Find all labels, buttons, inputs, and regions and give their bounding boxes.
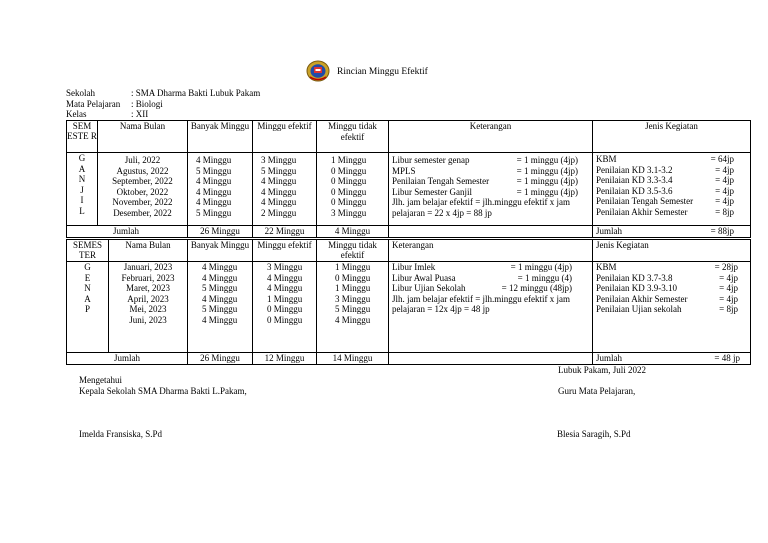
bulan-cell <box>109 262 188 353</box>
keterangan-text: Libur Imlek <box>392 262 436 272</box>
tidak-item: 0 Minggu <box>335 272 371 283</box>
semester-letter: G <box>78 153 86 163</box>
info-value: : Biologi <box>131 98 163 109</box>
semester-label <box>67 262 109 353</box>
kegiatan-text: Penilaian KD 3.9-3.10 <box>596 283 677 293</box>
kegiatan-value: = 8jp <box>715 206 734 217</box>
page-title: Rincian Minggu Efektif <box>337 67 428 77</box>
tidak-item: 1 Minggu <box>331 155 367 165</box>
keterangan-value: = 1 minggu (4jp) <box>516 176 578 186</box>
efektif-item: 3 Minggu <box>261 155 297 165</box>
keterangan-note: Jlh. jam belajar efektif = jlh.minggu efektif x jam pelajaran = 22 x 4jp = 88 jp <box>392 197 571 218</box>
kegiatan-text: Penilaian Akhir Semester <box>596 206 688 217</box>
keterangan-item <box>392 262 572 273</box>
kegiatan-value: = 28jp <box>714 262 738 272</box>
kegiatan-text: KBM <box>596 154 617 164</box>
bulan-item: Oktober, 2022 <box>116 186 169 197</box>
keterangan-value: = 1 minggu (4jp) <box>516 186 578 197</box>
keterangan-text: Penilaian Tengah Semester <box>392 176 490 186</box>
header-semester: SEMES TER <box>67 240 109 262</box>
kegiatan-item <box>596 186 734 197</box>
jumlah-jenis <box>593 226 751 238</box>
efektif-item: 2 Minggu <box>261 207 297 218</box>
keterangan-text: Libur Semester Ganjil <box>392 186 472 197</box>
kegiatan-text: Penilaian KD 3.5-3.6 <box>596 185 673 196</box>
efektif-item: 5 Minggu <box>261 165 297 176</box>
banyak-item: 5 Minggu <box>202 304 238 314</box>
tidak-item: 0 Minggu <box>331 165 367 176</box>
bulan-item: Februari, 2023 <box>121 272 175 283</box>
efektif-cell <box>253 262 317 353</box>
efektif-item: 4 Minggu <box>261 186 297 197</box>
efektif-item: 0 Minggu <box>267 314 303 325</box>
header-banyak-minggu: Banyak Minggu <box>188 121 253 153</box>
kegiatan-item <box>596 283 738 294</box>
jumlah-efektif: 22 Minggu <box>253 226 317 238</box>
kegiatan-item <box>596 165 734 176</box>
kegiatan-text: Penilaian KD 3.3-3.4 <box>596 175 673 185</box>
banyak-item: 5 Minggu <box>196 165 232 176</box>
efektif-item: 0 Minggu <box>267 304 303 314</box>
keterangan-value: = 1 minggu (4) <box>517 272 572 283</box>
bulan-item: April, 2023 <box>127 293 169 304</box>
jumlah-label: Jumlah <box>67 226 188 238</box>
semester-letter: N <box>78 174 86 184</box>
bulan-cell <box>98 153 188 226</box>
kegiatan-text: Penilaian Ujian sekolah <box>596 304 682 314</box>
document-info <box>66 88 260 120</box>
jumlah-row <box>67 226 751 238</box>
keterangan-value: = 12 minggu (48jp) <box>501 283 572 293</box>
bulan-item: Maret, 2023 <box>126 283 170 293</box>
semester-letter: I <box>80 195 84 205</box>
kegiatan-value: = 4jp <box>715 175 734 185</box>
header-semester: SEM ESTE R <box>67 121 98 153</box>
jumlah-banyak: 26 Minggu <box>188 226 253 238</box>
jumlah-label: Jumlah <box>67 353 188 365</box>
banyak-item: 4 Minggu <box>196 176 232 186</box>
kegiatan-item <box>596 304 738 315</box>
jumlah-tidak-efektif: 4 Minggu <box>317 226 389 238</box>
tidak-efektif-cell <box>317 262 389 353</box>
semester-letter: L <box>79 205 85 216</box>
jumlah-jenis <box>593 353 751 365</box>
semester-letter: A <box>78 163 86 174</box>
semester-letter: A <box>84 293 91 304</box>
kegiatan-value: = 4jp <box>719 293 738 304</box>
semester-letter: E <box>84 272 91 283</box>
tidak-item: 1 Minggu <box>335 283 371 293</box>
banyak-item: 4 Minggu <box>196 155 232 165</box>
tidak-item: 4 Minggu <box>335 314 371 325</box>
keterangan-item <box>392 176 578 187</box>
keterangan-cell <box>389 262 593 353</box>
tidak-item: 1 Minggu <box>335 262 371 272</box>
efektif-item: 1 Minggu <box>267 293 303 304</box>
efektif-cell <box>253 153 317 226</box>
kegiatan-text: Penilaian KD 3.7-3.8 <box>596 272 673 283</box>
kegiatan-value: = 8jp <box>719 304 738 314</box>
banyak-item: 4 Minggu <box>196 197 232 207</box>
kepala-sekolah-label: Kepala Sekolah SMA Dharma Bakti L.Pakam, <box>79 386 247 396</box>
keterangan-note: Jlh. jam belajar efektif = jlh.minggu efektif x jam pelajaran = 12x 4jp = 48 jp <box>392 293 571 314</box>
banyak-item: 4 Minggu <box>202 272 238 283</box>
banyak-item: 5 Minggu <box>196 207 232 218</box>
kegiatan-text: Penilaian KD 3.1-3.2 <box>596 164 673 175</box>
keterangan-text: Libur Ujian Sekolah <box>392 283 466 293</box>
semester-genap-table <box>66 239 751 365</box>
table-row <box>67 153 751 226</box>
bulan-item: Mei, 2023 <box>129 304 167 314</box>
jumlah-row <box>67 353 751 365</box>
header-jenis-kegiatan: Jenis Kegiatan <box>593 121 751 153</box>
keterangan-text: MPLS <box>392 165 416 176</box>
table-header-row <box>67 240 751 262</box>
keterangan-item <box>392 187 578 198</box>
header-nama-bulan: Nama Bulan <box>109 240 188 262</box>
bulan-item: Januari, 2023 <box>123 262 173 272</box>
tidak-item: 3 Minggu <box>335 293 371 304</box>
kegiatan-item <box>596 273 738 284</box>
header-nama-bulan: Nama Bulan <box>98 121 188 153</box>
keterangan-item <box>392 273 572 284</box>
keterangan-value: = 1 minggu (4jp) <box>516 155 578 165</box>
semester-letter: P <box>84 304 90 314</box>
bulan-item: Agustus, 2022 <box>116 165 169 176</box>
header-minggu-tidak-efektif: Minggu tidak efektif <box>317 240 389 262</box>
keterangan-text: Libur semester genap <box>392 155 470 165</box>
info-value: : XII <box>131 109 149 119</box>
kegiatan-item <box>596 207 734 218</box>
kegiatan-value: = 4jp <box>715 185 734 196</box>
jumlah-banyak: 26 Minggu <box>188 353 253 365</box>
keterangan-value: = 1 minggu (4jp) <box>510 262 572 272</box>
jumlah-jenis-label: Jumlah <box>596 353 622 363</box>
mengetahui-label: Mengetahui <box>79 375 122 385</box>
kegiatan-value: = 4jp <box>715 164 734 175</box>
place-date: Lubuk Pakam, Juli 2022 <box>558 365 646 375</box>
tidak-item: 5 Minggu <box>335 304 371 314</box>
keterangan-item <box>392 283 572 294</box>
keterangan-item <box>392 155 578 166</box>
info-label: Mata Pelajaran <box>66 98 121 109</box>
kegiatan-item <box>596 294 738 305</box>
jumlah-keterangan <box>389 226 593 238</box>
efektif-item: 4 Minggu <box>261 197 297 207</box>
jumlah-jenis-value: = 88jp <box>710 226 734 236</box>
info-label: Kelas <box>66 109 87 119</box>
table-row <box>67 262 751 353</box>
kegiatan-value: = 4jp <box>715 196 734 206</box>
header-minggu-tidak-efektif: Minggu tidak efektif <box>317 121 389 153</box>
semester-letter: G <box>84 262 91 272</box>
guru-label: Guru Mata Pelajaran, <box>558 386 636 396</box>
banyak-item: 5 Minggu <box>202 283 238 293</box>
banyak-item: 4 Minggu <box>196 186 232 197</box>
header-jenis-kegiatan: Jenis Kegiatan <box>593 240 751 262</box>
kepala-sekolah-name: Imelda Fransiska, S.Pd <box>79 429 162 439</box>
header-keterangan: Keterangan <box>389 240 593 262</box>
semester-letter: N <box>84 283 91 293</box>
semester-ganjil-table <box>66 120 751 238</box>
jumlah-jenis-label: Jumlah <box>596 226 622 236</box>
header-minggu-efektif: Minggu efektif <box>253 121 317 153</box>
kegiatan-item <box>596 196 734 207</box>
kegiatan-item <box>596 154 734 165</box>
efektif-item: 4 Minggu <box>267 283 303 293</box>
jumlah-jenis-value: = 48 jp <box>714 353 740 363</box>
keterangan-item <box>392 166 578 177</box>
jenis-kegiatan-cell <box>593 262 751 353</box>
efektif-item: 4 Minggu <box>267 272 303 283</box>
table-header-row <box>67 121 751 153</box>
semester-label <box>67 153 98 226</box>
jumlah-tidak-efektif: 14 Minggu <box>317 353 389 365</box>
kegiatan-text: Penilaian Akhir Semester <box>596 293 688 304</box>
tidak-item: 0 Minggu <box>331 186 367 197</box>
info-value: : SMA Dharma Bakti Lubuk Pakam <box>131 88 261 98</box>
banyak-item: 4 Minggu <box>202 262 238 272</box>
keterangan-text: Libur Awal Puasa <box>392 272 456 283</box>
header-keterangan: Keterangan <box>389 121 593 153</box>
banyak-item: 4 Minggu <box>202 314 238 325</box>
kegiatan-value: = 4jp <box>719 272 738 283</box>
efektif-item: 3 Minggu <box>267 262 303 272</box>
school-logo <box>306 60 330 82</box>
tidak-item: 0 Minggu <box>331 197 367 207</box>
header-banyak-minggu: Banyak Minggu <box>188 240 253 262</box>
kegiatan-value: = 64jp <box>710 154 734 164</box>
banyak-item: 4 Minggu <box>202 293 238 304</box>
header-minggu-efektif: Minggu efektif <box>253 240 317 262</box>
banyak-cell <box>188 153 253 226</box>
bulan-item: Juli, 2022 <box>124 155 161 165</box>
tidak-efektif-cell <box>317 153 389 226</box>
tidak-item: 3 Minggu <box>331 207 367 218</box>
keterangan-cell <box>389 153 593 226</box>
kegiatan-value: = 4jp <box>719 283 738 293</box>
bulan-item: September, 2022 <box>112 176 173 186</box>
semester-letter: J <box>80 184 84 195</box>
bulan-item: Juni, 2023 <box>129 314 167 325</box>
kegiatan-item <box>596 262 738 273</box>
tidak-item: 0 Minggu <box>331 176 367 186</box>
bulan-item: November, 2022 <box>112 197 173 207</box>
keterangan-value: = 1 minggu (4jp) <box>516 165 578 176</box>
bulan-item: Desember, 2022 <box>113 207 172 218</box>
info-label: Sekolah <box>66 88 95 98</box>
banyak-cell <box>188 262 253 353</box>
jumlah-keterangan <box>389 353 593 365</box>
guru-name: Blesia Saragih, S.Pd <box>557 429 631 439</box>
jenis-kegiatan-cell <box>593 153 751 226</box>
kegiatan-text: KBM <box>596 262 617 272</box>
kegiatan-item <box>596 175 734 186</box>
jumlah-efektif: 12 Minggu <box>253 353 317 365</box>
efektif-item: 4 Minggu <box>261 176 297 186</box>
kegiatan-text: Penilaian Tengah Semester <box>596 196 694 206</box>
